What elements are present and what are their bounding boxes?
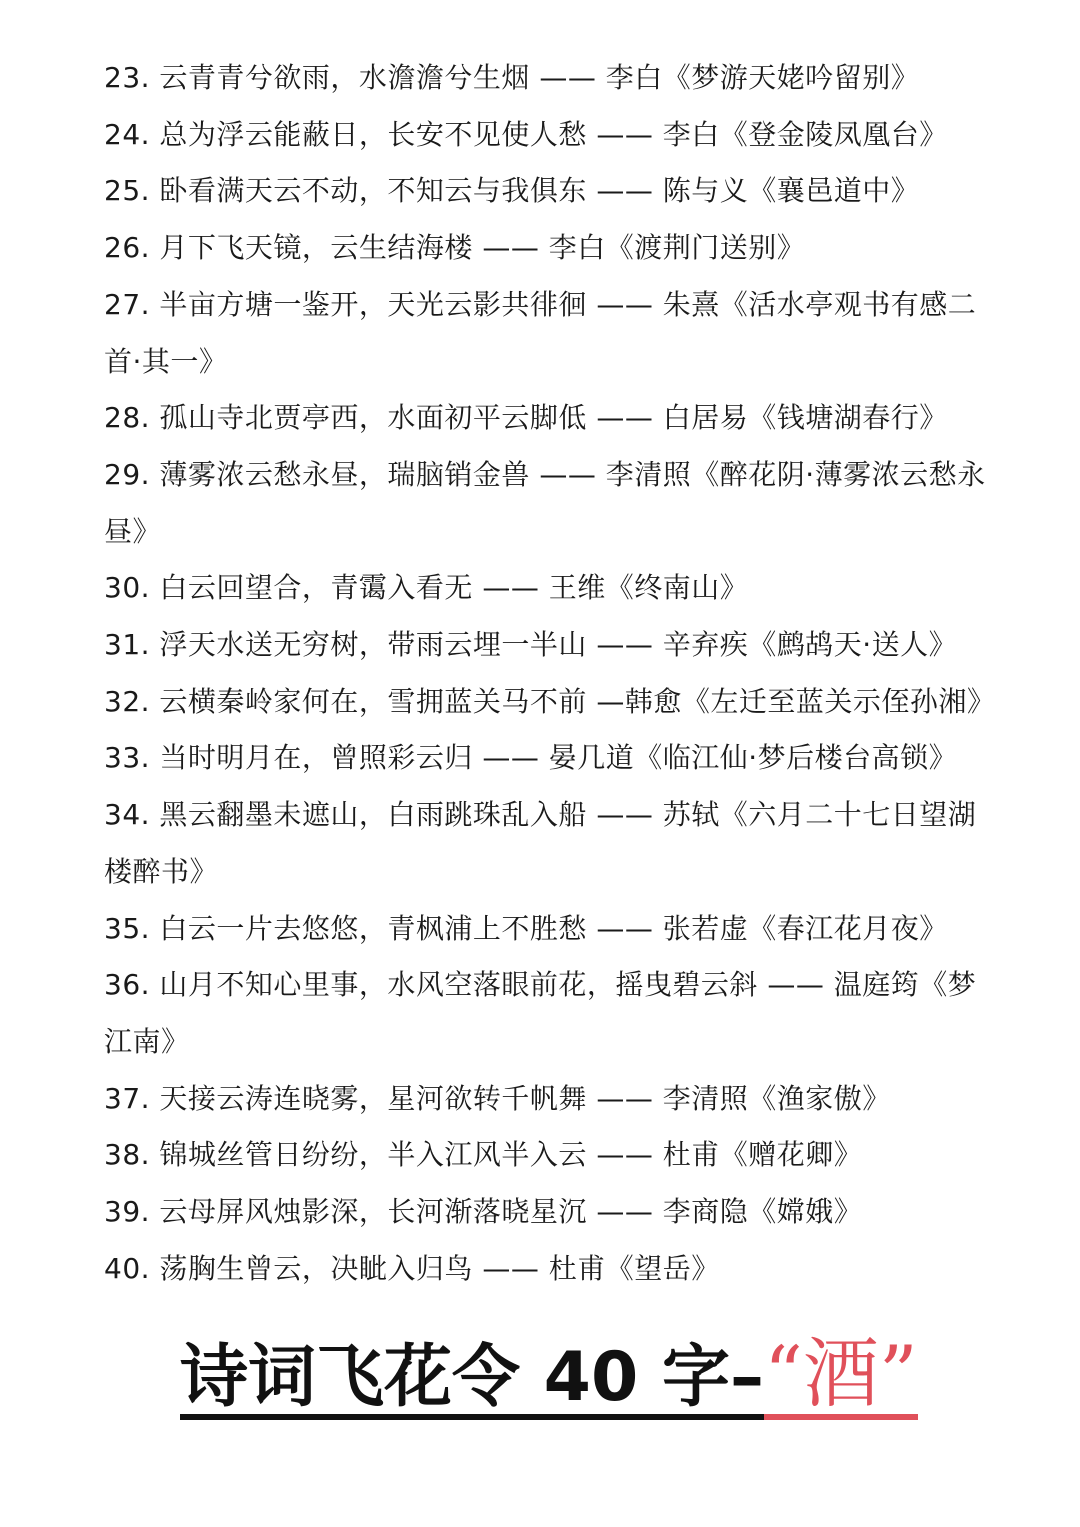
poem-line: 39. 云母屏风烛影深，长河渐落晓星沉 —— 李商隐《嫦娥》 (104, 1195, 863, 1229)
poem-line: 35. 白云一片去悠悠，青枫浦上不胜愁 —— 张若虚《春江花月夜》 (104, 911, 948, 945)
poem-line: 34. 黑云翻墨未遮山，白雨跳珠乱入船 —— 苏轼《六月二十七日望湖楼醉书》 (104, 798, 977, 888)
poem-line: 31. 浮天水送无穷树，带雨云埋一半山 —— 辛弃疾《鹧鸪天·送人》 (104, 628, 958, 662)
poem-line: 32. 云横秦岭家何在，雪拥蓝关马不前 —韩愈《左迁至蓝关示侄孙湘》 (104, 684, 996, 718)
poem-line: 37. 天接云涛连晓雾，星河欲转千帆舞 —— 李清照《渔家傲》 (104, 1081, 891, 1115)
poem-line: 30. 白云回望合，青霭入看无 —— 王维《终南山》 (104, 571, 749, 605)
poem-line: 28. 孤山寺北贾亭西，水面初平云脚低 —— 白居易《钱塘湖春行》 (104, 401, 948, 435)
footer-title (180, 1330, 918, 1420)
poem-line: 36. 山月不知心里事，水风空落眼前花，摇曳碧云斜 —— 温庭筠《梦江南》 (104, 968, 977, 1058)
footer-title-main: 诗词飞花令 40 字– (180, 1344, 764, 1420)
poem-list (104, 50, 1004, 1297)
poem-line: 25. 卧看满天云不动，不知云与我俱东 —— 陈与义《襄邑道中》 (104, 174, 920, 208)
poem-line: 26. 月下飞天镜，云生结海楼 —— 李白《渡荆门送别》 (104, 231, 806, 265)
footer-title-accent: “酒” (763, 1329, 918, 1418)
poem-line: 29. 薄雾浓云愁永昼，瑞脑销金兽 —— 李清照《醉花阴·薄雾浓云愁永昼》 (104, 457, 986, 548)
poem-line: 33. 当时明月在，曾照彩云归 —— 晏几道《临江仙·梦后楼台高锁》 (104, 741, 958, 775)
poem-line: 38. 锦城丝管日纷纷，半入江风半入云 —— 杜甫《赠花卿》 (104, 1138, 863, 1172)
poem-line: 23. 云青青兮欲雨，水澹澹兮生烟 —— 李白《梦游天姥吟留别》 (104, 61, 920, 94)
poem-line: 27. 半亩方塘一鉴开，天光云影共徘徊 —— 朱熹《活水亭观书有感二首·其一》 (104, 287, 977, 378)
poem-line: 24. 总为浮云能蔽日，长安不见使人愁 —— 李白《登金陵凤凰台》 (104, 117, 948, 151)
poem-line: 40. 荡胸生曾云，决眦入归鸟 —— 杜甫《望岳》 (104, 1251, 720, 1285)
